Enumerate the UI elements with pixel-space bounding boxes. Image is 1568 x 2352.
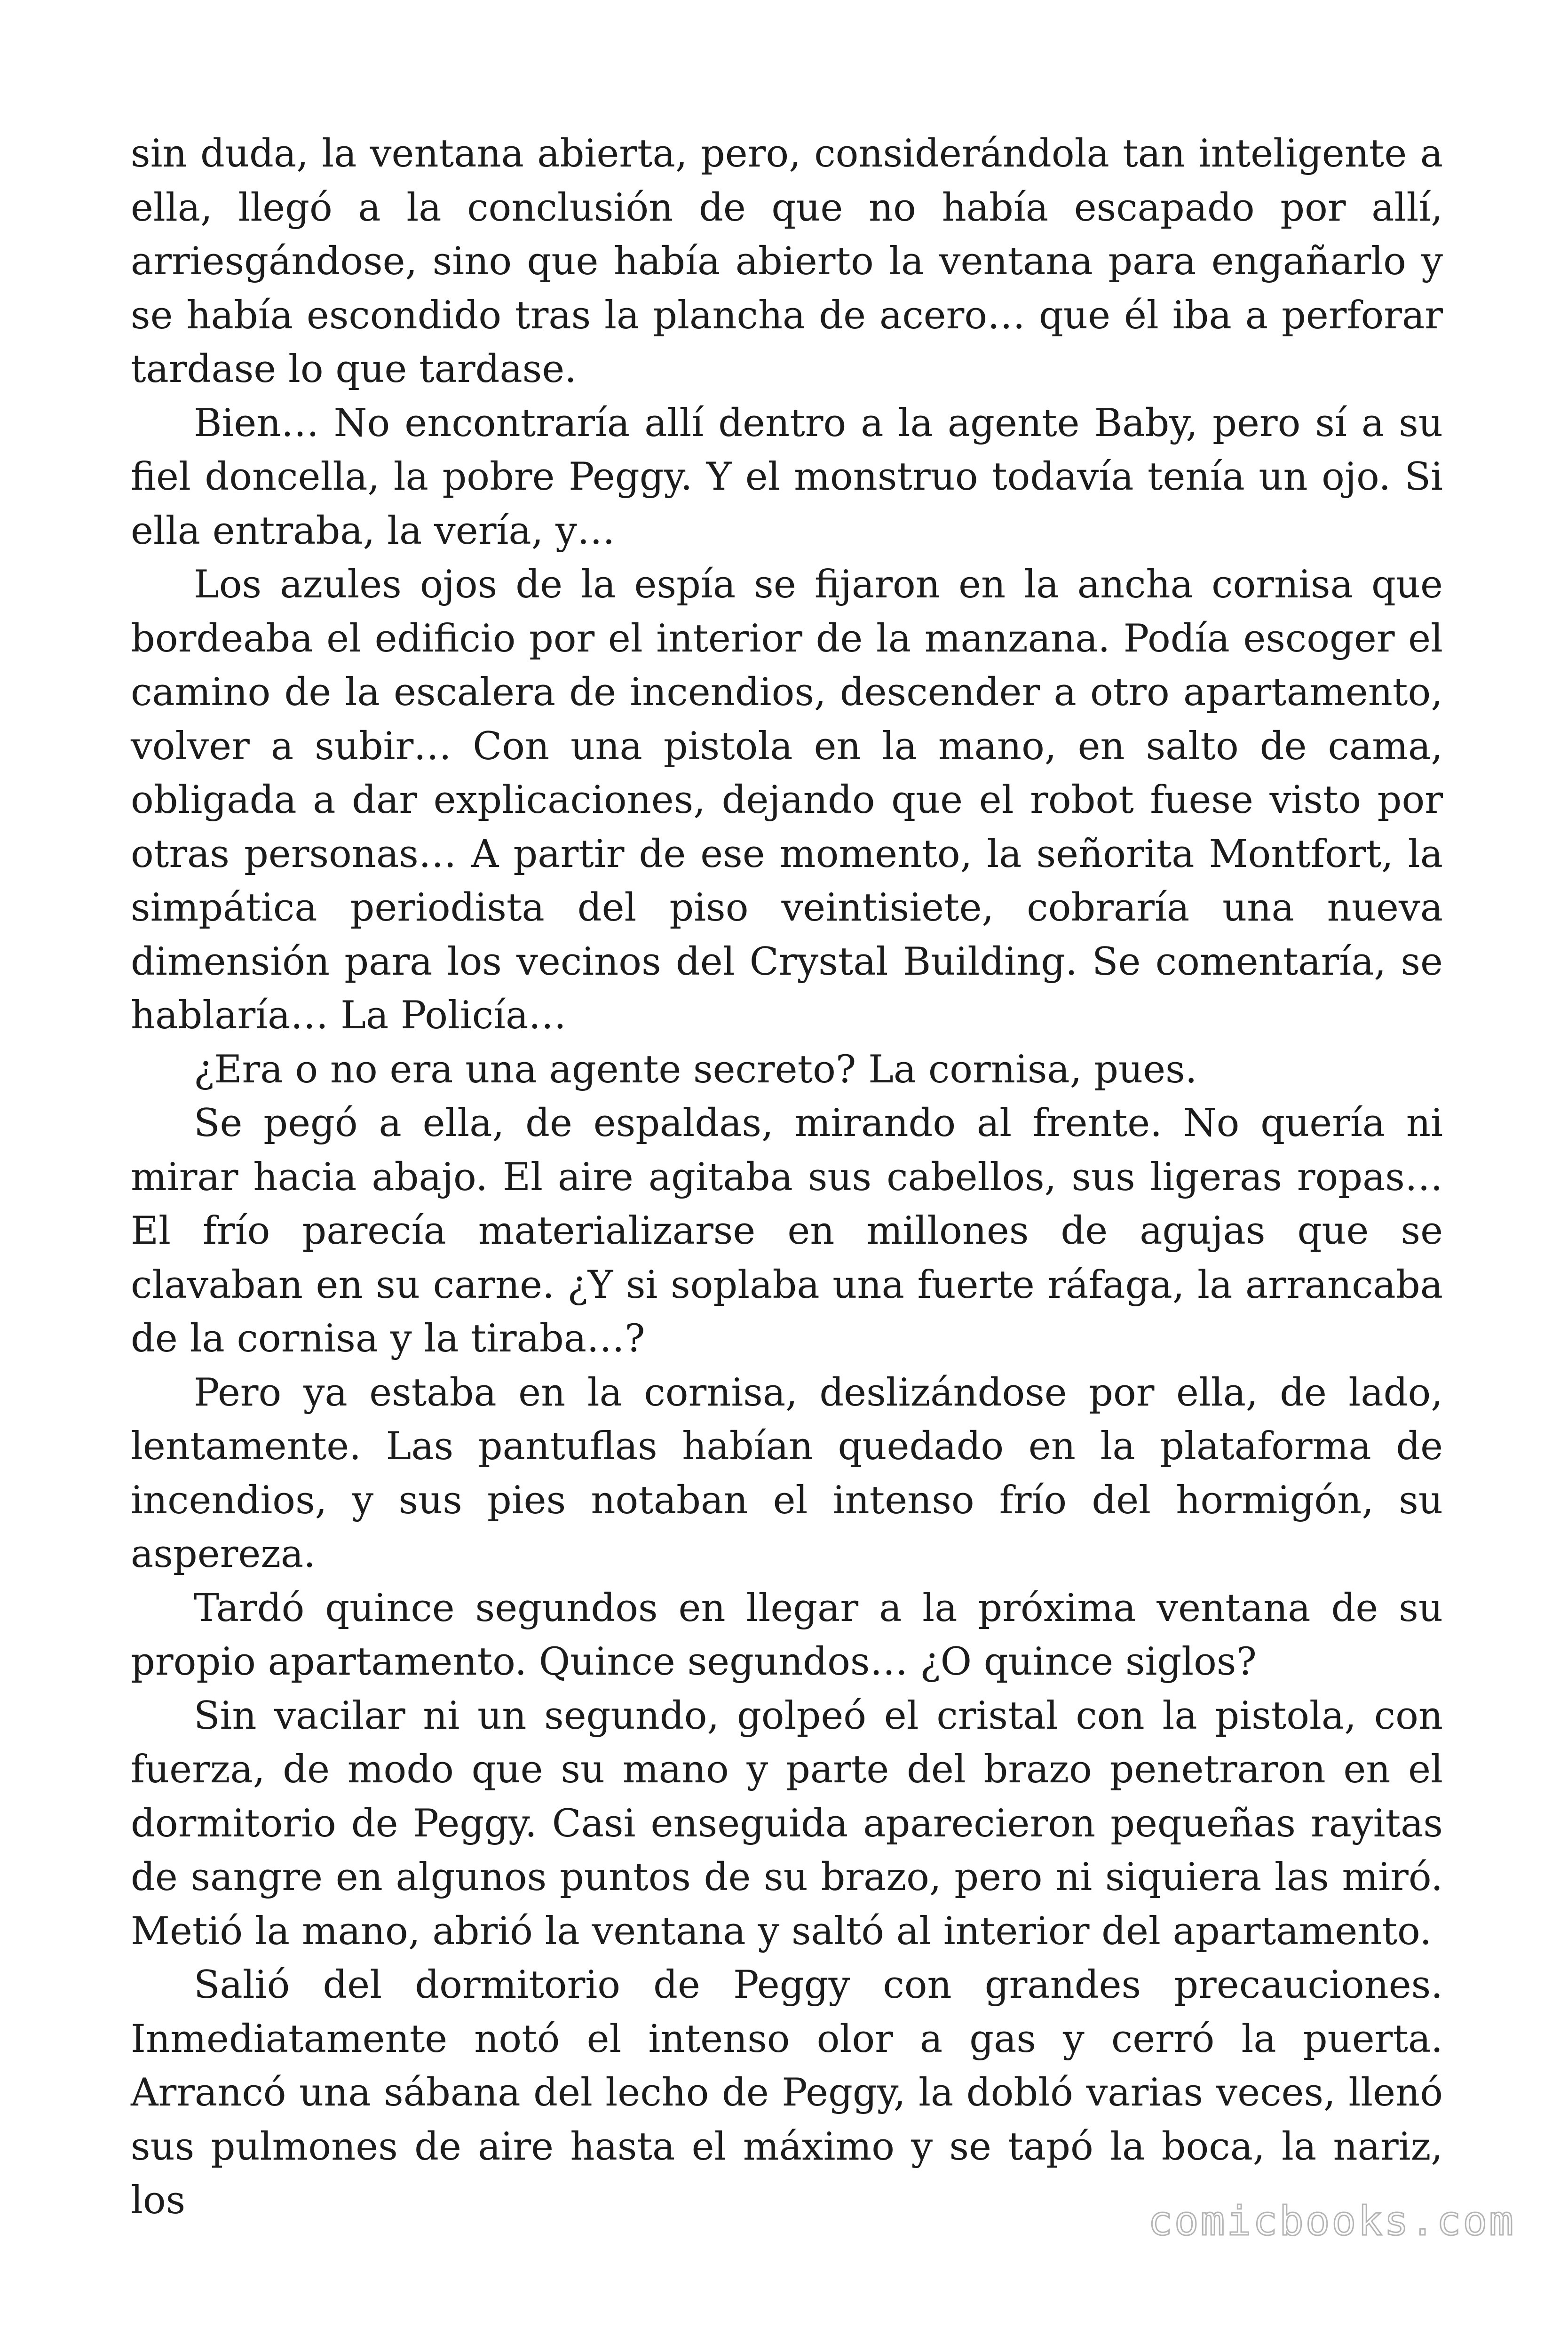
- paragraph-8: Sin vacilar ni un segundo, golpeó el cristal con la pistola, con fuerza, de modo que su mano y parte del brazo penetraron en el dormitorio de Peggy. Casi enseguida aparecieron pequeñas rayitas de sangre en algunos puntos de su brazo, pero ni siquiera las miró. Metió la mano, abrió la ventana y saltó al interior del apartamento.: [131, 1693, 1443, 1954]
- paragraph-5: Se pegó a ella, de espaldas, mirando al frente. No quería ni mirar hacia abajo. El aire agitaba sus cabellos, sus ligeras ropas… El frío parecía materializarse en millones de agujas que se clavaban en su carne. ¿Y si soplaba una fuerte ráfaga, la arrancaba de la cornisa y la tiraba…?: [131, 1101, 1443, 1361]
- watermark: comicbooks.com: [1148, 2198, 1515, 2245]
- body-text: [131, 127, 1443, 2228]
- paragraph-1: sin duda, la ventana abierta, pero, considerándola tan inteligente a ella, llegó a la conclusión de que no había escapado por allí, arriesgándose, sino que había abierto la ventana para engañarlo y se había escondido tras la plancha de acero… que él iba a perforar tardase lo que tardase.: [131, 132, 1443, 391]
- paragraph-4: ¿Era o no era una agente secreto? La cornisa, pues.: [194, 1047, 1197, 1092]
- paragraph-6: Pero ya estaba en la cornisa, deslizándose por ella, de lado, lentamente. Las pantuflas habían quedado en la plataforma de incendios, y sus pies notaban el intenso frío del hormigón, su aspereza.: [131, 1370, 1443, 1576]
- paragraph-3: Los azules ojos de la espía se fijaron en la ancha cornisa que bordeaba el edificio por el interior de la manzana. Podía escoger el camino de la escalera de incendios, descender a otro apartamento, volver a subir… Con una pistola en la mano, en salto de cama, obligada a dar explicaciones, dejando que el robot fuese visto por otras personas… A partir de ese momento, la señorita Montfort, la simpática periodista del piso veintisiete, cobraría una nueva dimensión para los vecinos del Crystal Building. Se comentaría, se hablaría… La Policía…: [131, 563, 1443, 1038]
- paragraph-7: Tardó quince segundos en llegar a la próxima ventana de su propio apartamento. Quince segundos… ¿O quince siglos?: [131, 1586, 1443, 1684]
- paragraph-9: Salió del dormitorio de Peggy con grandes precauciones. Inmediatamente notó el intenso olor a gas y cerró la puerta. Arrancó una sábana del lecho de Peggy, la dobló varias veces, llenó sus pulmones de aire hasta el máximo y se tapó la boca, la nariz, los: [131, 1963, 1443, 2223]
- paragraph-2: Bien… No encontraría allí dentro a la agente Baby, pero sí a su fiel doncella, la pobre Peggy. Y el monstruo todavía tenía un ojo. Si ella entraba, la vería, y…: [131, 401, 1443, 553]
